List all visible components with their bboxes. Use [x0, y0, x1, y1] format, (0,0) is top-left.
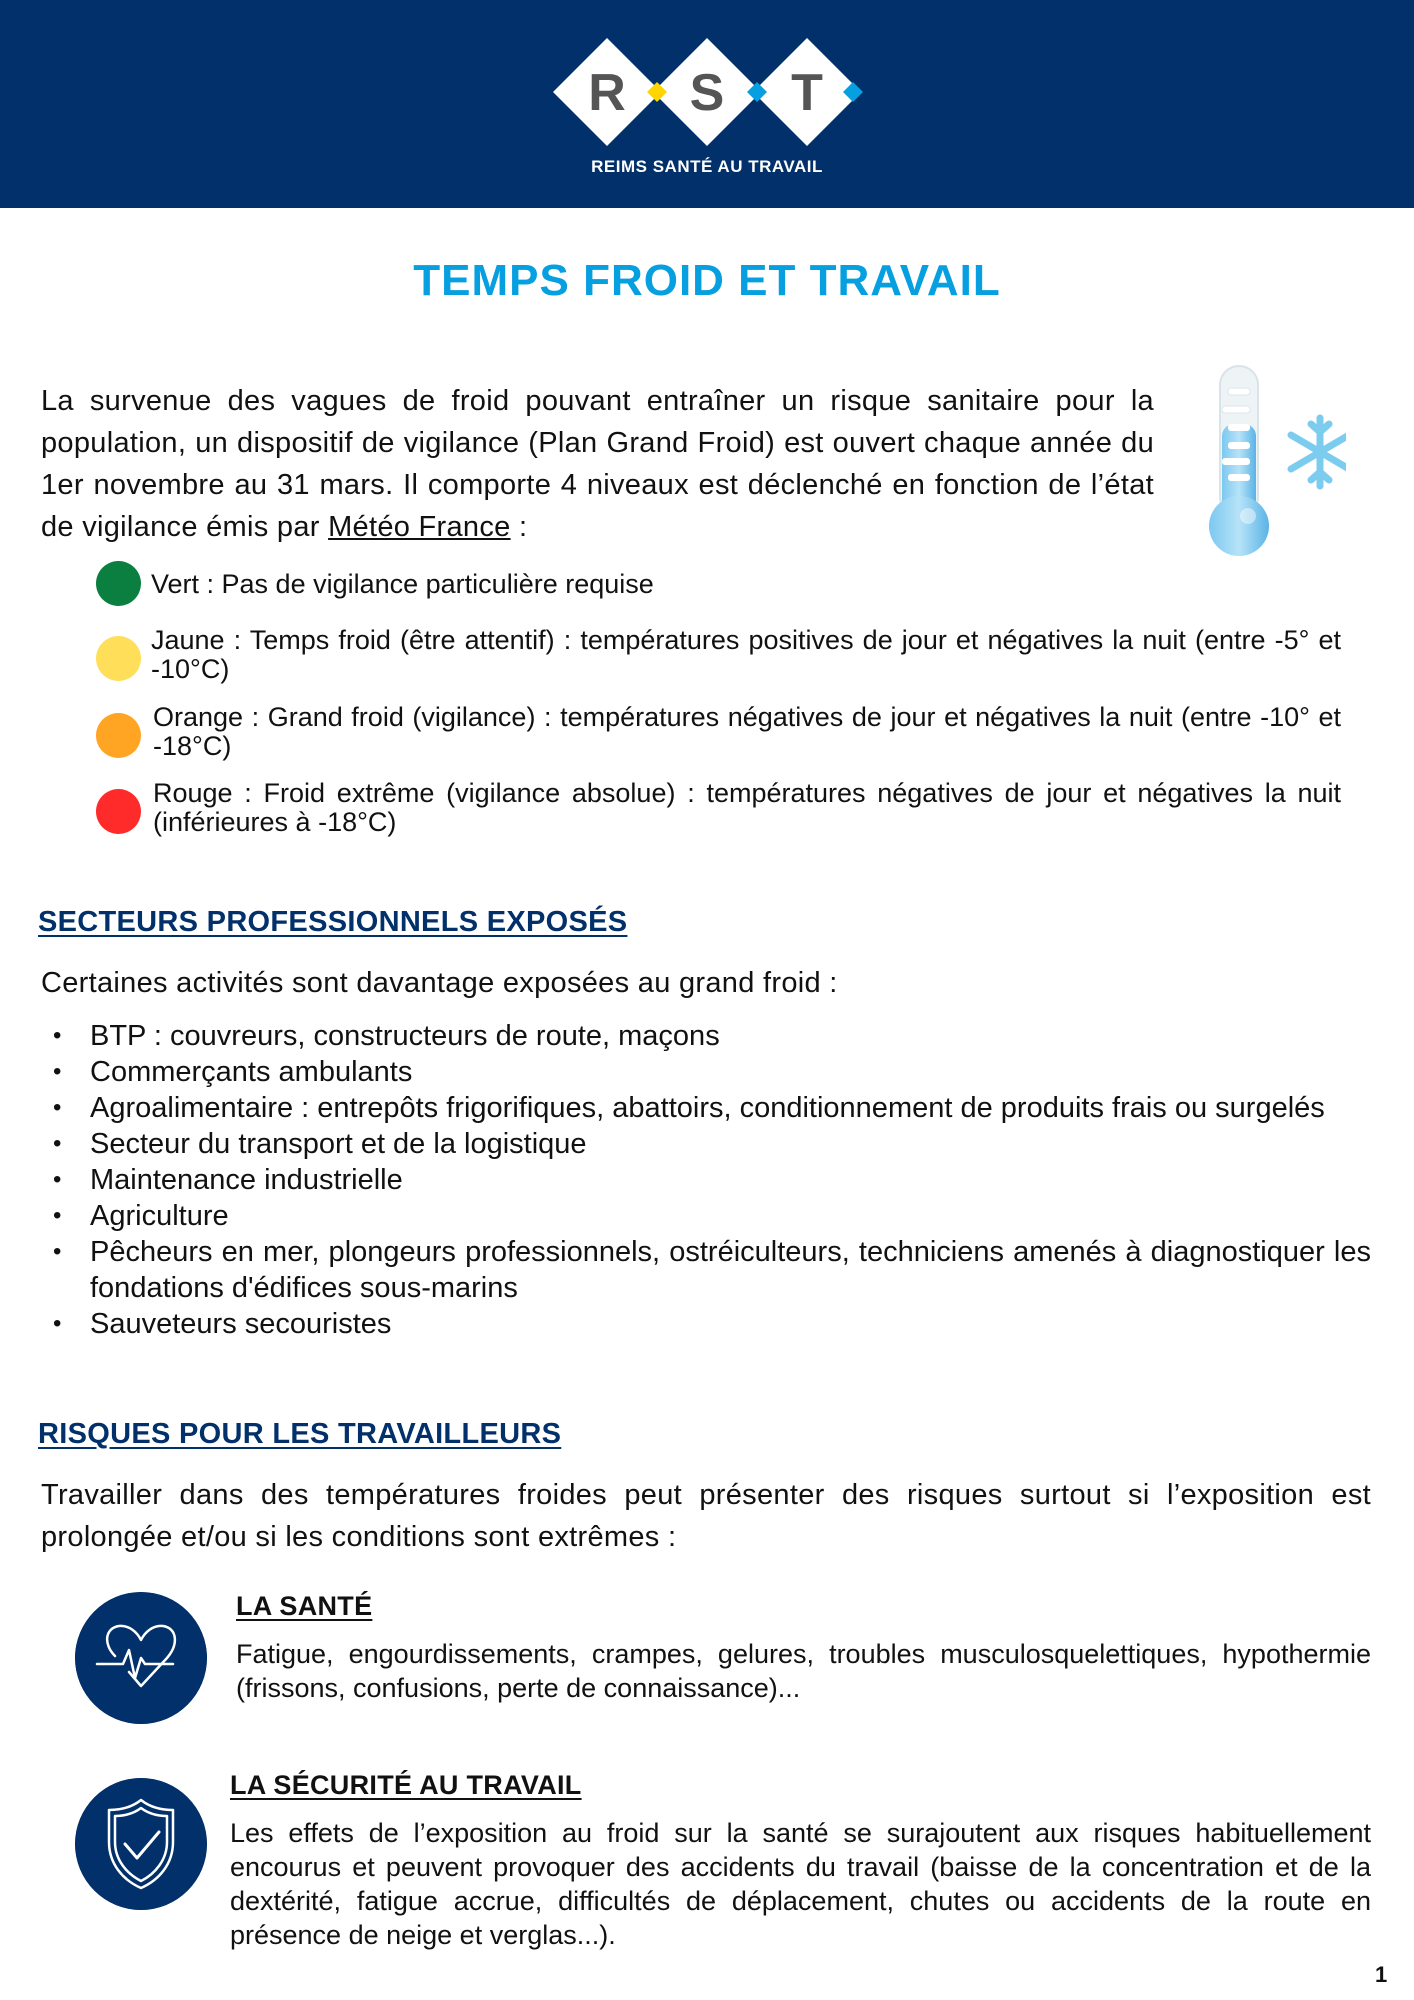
page-number: 1 — [1375, 1962, 1388, 1987]
bullet-icon: • — [53, 1238, 62, 1265]
sectors-intro: Certaines activités sont davantage exposées au grand froid : — [41, 967, 838, 999]
logo-letter-r: R — [588, 64, 626, 122]
bullet-icon: • — [53, 1022, 62, 1049]
bullet-icon: • — [53, 1310, 62, 1337]
risk-title: LA SÉCURITÉ AU TRAVAIL — [230, 1770, 582, 1800]
bullet-icon: • — [53, 1094, 62, 1121]
sectors-heading: SECTEURS PROFESSIONNELS EXPOSÉS — [38, 906, 628, 938]
list-item — [41, 1054, 1371, 1090]
header-banner — [0, 0, 1414, 208]
shield-check-icon — [75, 1778, 207, 1910]
list-item-text: Pêcheurs en mer, plongeurs professionnels, ostréiculteurs, techniciens amenés à diagnostiquer les fondations d'édifices sous-marins — [90, 1236, 1371, 1304]
intro-text-end: : — [510, 511, 528, 543]
risks-heading: RISQUES POUR LES TRAVAILLEURS — [38, 1418, 562, 1450]
list-item-text: Sauveteurs secouristes — [90, 1308, 392, 1340]
rst-logo — [553, 30, 863, 155]
bullet-icon: • — [53, 1058, 62, 1085]
list-item-text: Commerçants ambulants — [90, 1056, 413, 1088]
intro-text: La survenue des vagues de froid pouvant entraîner un risque sanitaire pour la population, un dispositif de vigilance (Plan Grand Froid) est ouvert chaque année du 1er novembre au 31 mars. Il comporte 4 niveaux est déclenché en fonction de l’état de vigilance émis par — [41, 385, 1154, 543]
level-text: Orange : Grand froid (vigilance) : températures négatives de jour et négatives la nuit (entre -10° et -18°C) — [153, 702, 1341, 761]
list-item — [41, 1090, 1371, 1126]
list-item-text: BTP : couvreurs, constructeurs de route, maçons — [90, 1020, 720, 1052]
logo-letter-t: T — [791, 64, 823, 122]
thermometer-snowflake-icon — [1196, 358, 1346, 563]
bullet-icon: • — [53, 1202, 62, 1229]
green-dot-icon — [96, 561, 141, 606]
list-item-text: Agriculture — [90, 1200, 229, 1232]
page-title: TEMPS FROID ET TRAVAIL — [413, 256, 1001, 305]
level-text: Rouge : Froid extrême (vigilance absolue) : températures négatives de jour et négatives la nuit (inférieures à -18°C) — [153, 778, 1341, 837]
bullet-icon: • — [53, 1130, 62, 1157]
risks-intro: Travailler dans des températures froides peut présenter des risques surtout si l’exposition est prolongée et/ou si les conditions sont extrêmes : — [41, 1479, 1371, 1553]
logo-subtitle: REIMS SANTÉ AU TRAVAIL — [591, 157, 823, 176]
list-item — [41, 1162, 1371, 1198]
level-text: Jaune : Temps froid (être attentif) : températures positives de jour et négatives la nuit (entre -5° et -10°C) — [151, 625, 1341, 684]
list-item — [41, 1198, 1371, 1234]
risk-text: Fatigue, engourdissements, crampes, gelures, troubles musculosquelettiques, hypothermie (frissons, confusions, perte de connaissance)... — [236, 1639, 1371, 1703]
level-text: Vert : Pas de vigilance particulière requise — [151, 569, 654, 599]
sectors-list — [41, 1018, 1371, 1342]
list-item-text: Secteur du transport et de la logistique — [90, 1128, 587, 1160]
meteo-france-link[interactable]: Météo France — [328, 511, 511, 543]
yellow-dot-icon — [96, 636, 141, 681]
risk-title: LA SANTÉ — [236, 1591, 373, 1621]
list-item — [41, 1018, 1371, 1054]
red-dot-icon — [96, 789, 141, 834]
list-item-text: Maintenance industrielle — [90, 1164, 403, 1196]
list-item — [41, 1306, 1371, 1342]
heart-pulse-icon — [75, 1592, 207, 1724]
logo-letter-s: S — [689, 64, 725, 122]
list-item-text: Agroalimentaire : entrepôts frigorifiques, abattoirs, conditionnement de produits frais ou surgelés — [90, 1092, 1325, 1124]
bullet-icon: • — [53, 1166, 62, 1193]
list-item — [41, 1234, 1371, 1306]
risk-text: Les effets de l’exposition au froid sur la santé se surajoutent aux risques habituellement encourus et peuvent provoquer des accidents du travail (baisse de la concentration et de la dextérité, fatigue accrue, difficultés de déplacement, chutes ou accidents de la route en présence de neige et verglas...). — [230, 1818, 1371, 1950]
intro-paragraph — [41, 380, 1154, 548]
list-item — [41, 1126, 1371, 1162]
orange-dot-icon — [96, 713, 141, 758]
